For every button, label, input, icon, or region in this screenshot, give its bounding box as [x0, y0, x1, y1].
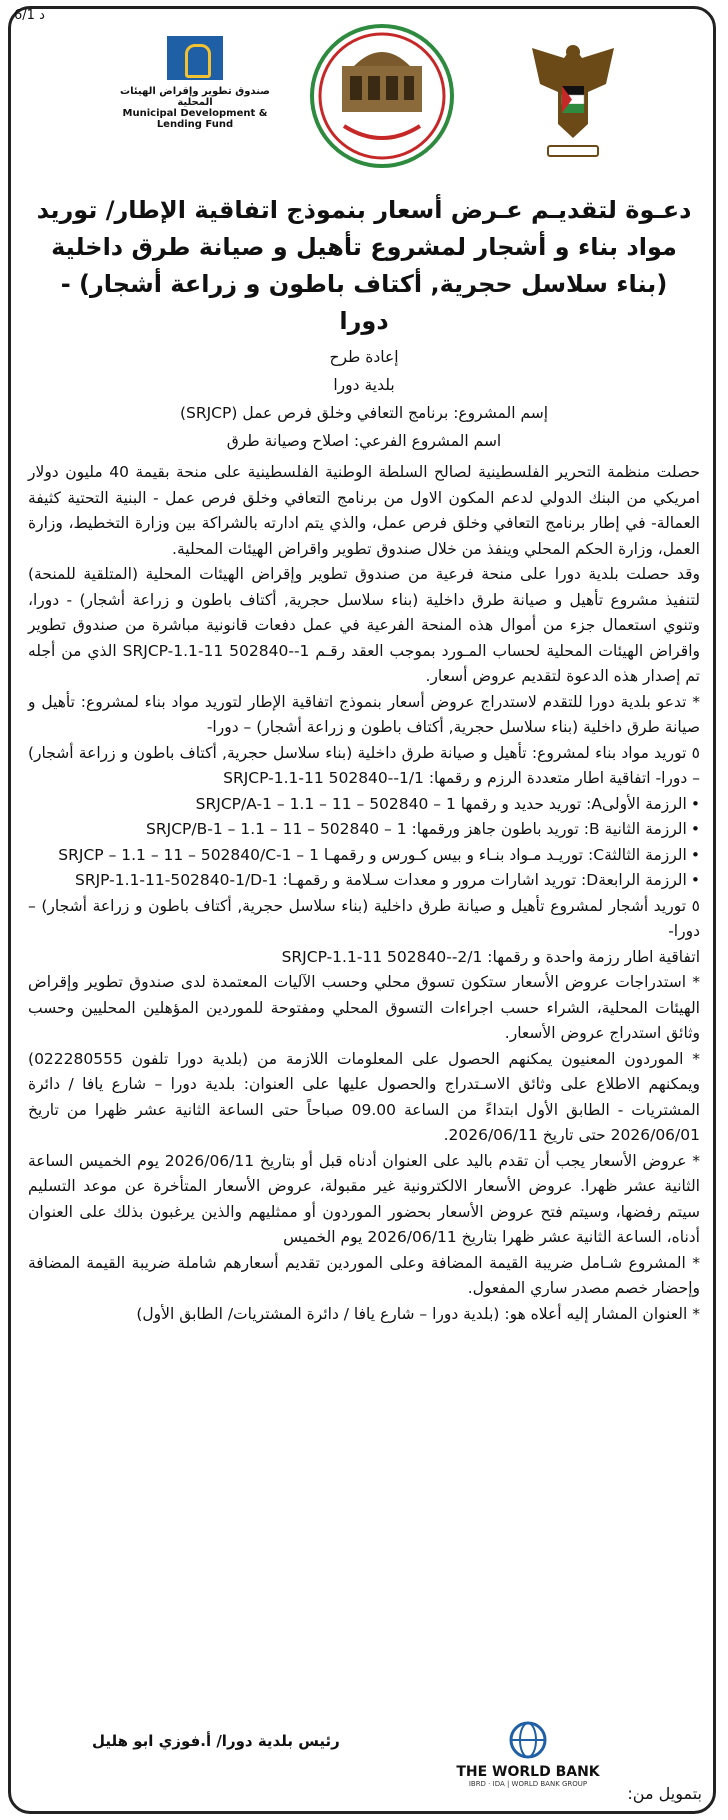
lot-item — [28, 817, 700, 843]
paragraph-trees: ٥ توريد أشجار لمشروع تأهيل و صيانة طرق داخلية (بناء سلاسل حجرية, أكتاف باطون و زراعة أشجار) – دورا- — [28, 896, 700, 940]
lot-item — [28, 868, 700, 894]
page-number: 6/1 د — [14, 8, 45, 23]
dura-municipality-logo — [308, 22, 456, 170]
world-bank-logo — [448, 1720, 608, 1788]
notice-body — [28, 460, 700, 1327]
bullet-icon: • — [690, 794, 700, 813]
mdlf-name-en: Municipal Development & Lending Fund — [122, 108, 268, 130]
header-line-municipality: بلدية دورا — [333, 376, 395, 394]
globe-icon — [508, 1720, 548, 1760]
paragraph-trees-agreement: اتفاقية اطار رزمة واحدة و رقمها: SRJCP-1.1-11 502840--2/1 — [281, 947, 700, 966]
lot-item — [28, 792, 700, 818]
paragraph-contact: * الموردون المعنيون يمكنهم الحصول على المعلومات اللازمة من (بلدية دورا تلفون 022280555) ويمكنهم الاطلاع على وثائق الاسـتدراج والحصول عليها على العنوان: بلدية دورا – شارع يافا / دائرة المشتريات - الطابق الأول ابتداءً من الساعة 09.00 صباحاً حتى الساعة الثانية عشر ظهرا من تاريخ 2026/06/01 حتى تاريخ 2026/06/11. — [28, 1049, 700, 1144]
world-bank-subtitle: IBRD · IDA | WORLD BANK GROUP — [468, 1780, 588, 1788]
paragraph-vat: * المشروع شـامل ضريبة القيمة المضافة وعلى الموردين تقديم أسعارهم شاملة ضريبة القيمة المضافة وإحضار خصم مصدر ساري المفعول. — [28, 1253, 700, 1297]
lot-text: الرزمة الثانية B: توريد باطون جاهز ورقمها: 1 – 502840 – 11 – 1.1 – SRJCP/B-1 — [146, 820, 687, 838]
mayor-signature: رئيس بلدية دورا/ أ.فوزي ابو هليل — [92, 1732, 340, 1750]
bullet-icon: • — [690, 845, 700, 864]
header-line-project: إسم المشروع: برنامج التعافي وخلق فرص عمل (SRJCP) — [179, 404, 549, 422]
notice-title: دعـوة لتقديـم عـرض أسعار بنموذج اتفاقية الإطار/ توريد مواد بناء و أشجار لمشروع تأهيل و صيانة طرق داخلية (بناء سلاسل حجرية, أكتاف باطون و زراعة أشجار) - دورا — [36, 196, 692, 335]
mdlf-name-ar: صندوق تطوير وإقراض الهيئات المحلية — [120, 86, 270, 108]
palestine-eagle-emblem — [518, 28, 628, 168]
mdlf-emblem-icon — [167, 36, 223, 80]
paragraph-address: * العنوان المشار إليه أعلاه هو: (بلدية دورا – شارع يافا / دائرة المشتريات/ الطابق الأول) — [136, 1304, 700, 1323]
logo-row — [40, 22, 688, 172]
paragraph-grant: حصلت منظمة التحرير الفلسطينية لصالح السلطة الوطنية الفلسطينية على منحة بقيمة 40 مليون دولار امريكي من البنك الدولي لدعم المكون الاول من برنامج التعافي وخلق فرص عمل - البنية التحتية كثيفة العمالة- في إطار برنامج التعافي وخلق فرص عمل، والذي يتم ادارته بالشراكة بين وزارة التخطيط، وزارة العمل، وزارة الحكم المحلي وينفذ من خلال صندوق تطوير واقراض الهيئات المحلية. — [28, 463, 700, 558]
lot-text: الرزمة الرابعةD: توريد اشارات مرور و معدات سـلامة و رقمهـا: SRJP-1.1-11-502840-1/D-1 — [75, 871, 687, 889]
funding-label: بتمويل من: — [627, 1784, 702, 1803]
lot-text: الرزمة الثالثةC: توريـد مـواد بنـاء و بيس كـورس و رقمهـا SRJCP – 1.1 – 11 – 502840/C-1 – 1 — [58, 845, 687, 864]
paragraph-invitation: * تدعو بلدية دورا للتقدم لاستدراج عروض أسعار بنموذج اتفاقية الإطار لتوريد مواد بناء لمشروع: تأهيل و صيانة طرق داخلية (بناء سلاسل حجرية, أكتاف باطون و زراعة أشجار) – دورا- — [28, 692, 700, 736]
paragraph-subgrant: وقد حصلت بلدية دورا على منحة فرعية من صندوق تطوير وإقراض الهيئات المحلية (المتلقية للمنحة) لتنفيذ مشروع تأهيل و صيانة طرق داخلية (بناء سلاسل حجرية, أكتاف باطون و زراعة أشجار) - دورا، وتنوي استعمال جزء من أموال هذه المنحة الفرعية في عمل دفعات قانونية مباشرة من صندوق تطوير واقراض الهيئات المحلية لحساب المـورد بموجب العقد رقـم SRJCP-1.1-11 502840--1 الذي من أجله تم إصدار هذه الدعوة لتقديم عروض أسعار. — [28, 565, 701, 685]
bullet-icon: • — [690, 820, 700, 838]
paragraph-submission: * عروض الأسعار يجب أن تقدم باليد على العنوان أدناه قبل أو بتاريخ 2026/06/11 يوم الخميس الساعة الثانية عشر ظهرا. عروض الأسعار الالكترونية غير مقبولة، عروض الأسعار المتأخرة عن موعد التسليم سيتم رفضها، وسيتم فتح عروض الأسعار بحضور الموردون أو ممثليهم والذين يرغبون بذلك على العنوان أدناه، الساعة الثانية عشر ظهرا بتاريخ 2026/06/11 يوم الخميس — [28, 1151, 700, 1246]
header-line-retender: إعادة طرح — [329, 348, 399, 366]
bullet-icon: • — [690, 871, 700, 889]
world-bank-name: THE WORLD BANK — [456, 1764, 600, 1780]
paragraph-materials: ٥ توريد مواد بناء لمشروع: تأهيل و صيانة طرق داخلية (بناء سلاسل حجرية, أكتاف باطون و زراعة أشجار) – دورا- اتفاقية اطار متعددة الرزم و رقمها: SRJCP-1.1-11 502840--1/1 — [28, 743, 700, 787]
paragraph-procurement: * استدراجات عروض الأسعار ستكون تسوق محلي وحسب الآليات المعتمدة لدى صندوق تطوير وإقراض الهيئات المحلية، الشراء حسب اجراءات التسوق المحلي ومفتوحة للموردين المؤهلين المحليين وحسب وثائق استدراج عروض الأسعار. — [28, 973, 700, 1042]
mdlf-logo — [110, 36, 280, 130]
lot-item — [28, 843, 700, 869]
lot-text: الرزمة الأولىA: توريد حديد و رقمها 1 – 502840 – 11 – 1.1 – SRJCP/A-1 — [195, 794, 687, 813]
header-line-subproject: اسم المشروع الفرعي: اصلاح وصيانة طرق — [226, 432, 502, 450]
